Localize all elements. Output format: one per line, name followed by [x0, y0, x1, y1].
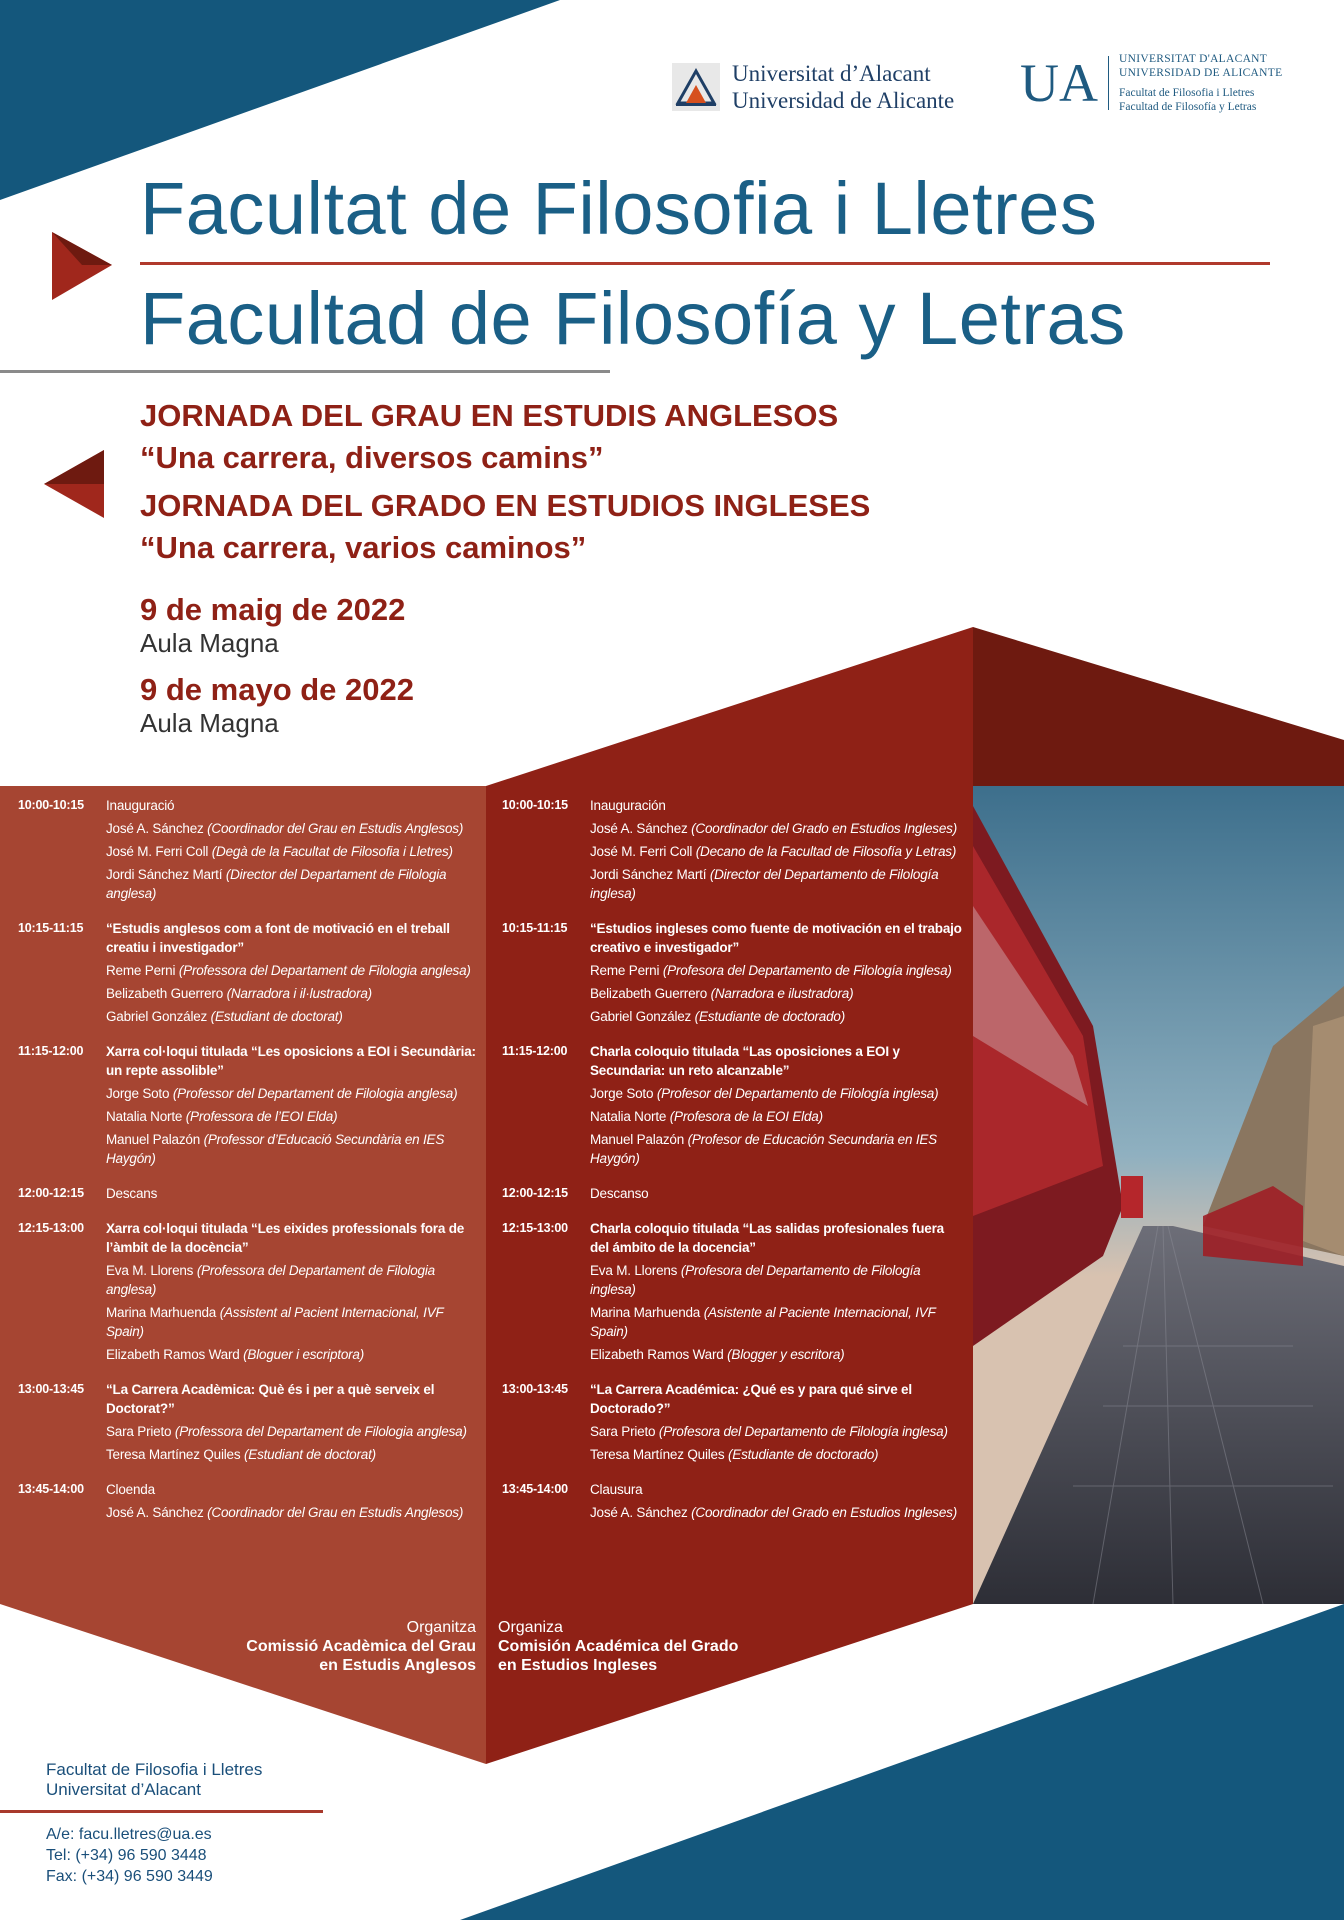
schedule-time: 10:15-11:15 [502, 921, 568, 935]
schedule-item [502, 1184, 962, 1203]
speaker [106, 1084, 478, 1103]
schedule-time: 13:45-14:00 [18, 1482, 84, 1496]
schedule-time: 11:15-12:00 [502, 1044, 568, 1058]
speaker-role: (Blogger y escritora) [727, 1347, 845, 1362]
speaker [590, 984, 962, 1003]
university-name-ca: Universitat d’Alacant [732, 61, 931, 86]
ua-faculty-es: Facultad de Filosofía y Letras [1119, 101, 1257, 113]
event-place-ca: Aula Magna [140, 628, 279, 658]
session-title: “La Carrera Acadèmica: Què és i per a què serveix el Doctorat?” [106, 1382, 435, 1416]
jornada-title-es: JORNADA DEL GRADO EN ESTUDIOS INGLESES [140, 488, 871, 523]
organizer-label-es: Organiza [498, 1619, 563, 1636]
schedule-time: 11:15-12:00 [18, 1044, 84, 1058]
speaker-role: (Profesor del Departamento de Filología inglesa) [656, 1086, 939, 1101]
speaker [590, 1107, 962, 1126]
schedule-item [18, 1380, 478, 1464]
schedule-item [18, 919, 478, 1026]
schedule-details [106, 1184, 478, 1203]
footer-faculty-block [46, 1760, 262, 1800]
speaker-name: Natalia Norte [106, 1109, 183, 1124]
schedule-item [502, 796, 962, 903]
speaker-role: (Coordinador del Grado en Estudios Ingleses) [691, 821, 957, 836]
schedule-item [502, 1380, 962, 1464]
schedule-item [18, 1184, 478, 1203]
speaker-name: Reme Perni [106, 963, 176, 978]
footer-fax: Fax: (+34) 96 590 3449 [46, 1868, 213, 1885]
speaker-name: Marina Marhuenda [106, 1305, 217, 1320]
speaker-role: (Profesora del Departamento de Filología inglesa) [658, 1424, 948, 1439]
schedule-details [106, 796, 478, 903]
schedule-details [106, 1380, 478, 1464]
speaker-name: Reme Perni [590, 963, 660, 978]
schedule-item [502, 919, 962, 1026]
speaker-role: (Professora de l’EOI Elda) [185, 1109, 338, 1124]
speaker-role: (Estudiant de doctorat) [243, 1447, 376, 1462]
speaker-role: (Estudiante de doctorado) [694, 1009, 846, 1024]
speaker [106, 1007, 478, 1026]
speaker-name: José A. Sánchez [106, 821, 204, 836]
speaker-name: Elizabeth Ramos Ward [590, 1347, 724, 1362]
speaker-name: Jordi Sánchez Martí [106, 867, 223, 882]
footer-tel: Tel: (+34) 96 590 3448 [46, 1847, 207, 1864]
speaker-role: (Professora del Departament de Filologia anglesa) [174, 1424, 467, 1439]
schedule-item [502, 1480, 962, 1522]
university-emblem-icon [672, 63, 720, 111]
speaker-role: (Narradora e ilustradora) [710, 986, 854, 1001]
session-title: “Estudis anglesos com a font de motivació en el treball creatiu i investigador” [106, 921, 450, 955]
ua-caps-es: UNIVERSIDAD DE ALICANTE [1119, 67, 1283, 79]
speaker [590, 1303, 962, 1341]
speaker-name: Jorge Soto [590, 1086, 654, 1101]
speaker [106, 1130, 478, 1168]
speaker-name: Jordi Sánchez Martí [590, 867, 707, 882]
schedule-time: 12:00-12:15 [18, 1186, 84, 1200]
schedule-details [590, 919, 962, 1026]
speaker-name: Marina Marhuenda [590, 1305, 701, 1320]
organizer-ca [176, 1618, 476, 1675]
faculty-title-es: Facultad de Filosofía y Letras [140, 277, 1126, 360]
speaker-role: (Profesor de Educación Secundaria en IES Haygón) [590, 1132, 937, 1166]
speaker-name: José M. Ferri Coll [106, 844, 209, 859]
speaker-name: Manuel Palazón [590, 1132, 685, 1147]
schedule-time: 10:00-10:15 [502, 798, 568, 812]
university-logo [672, 60, 954, 114]
ua-faculty-logo [1020, 52, 1282, 114]
schedule-details [590, 796, 962, 903]
schedule-time: 12:15-13:00 [18, 1221, 84, 1235]
schedule-item [502, 1042, 962, 1168]
speaker [106, 1445, 478, 1464]
speaker [590, 1007, 962, 1026]
footer-university: Universitat d’Alacant [46, 1780, 201, 1799]
speaker-name: Eva M. Llorens [106, 1263, 194, 1278]
schedule-es [502, 796, 962, 1538]
organizer-es [498, 1618, 818, 1675]
speaker [106, 961, 478, 980]
footer-email[interactable]: A/e: facu.lletres@ua.es [46, 1826, 212, 1843]
speaker [106, 984, 478, 1003]
speaker-name: José M. Ferri Coll [590, 844, 693, 859]
schedule-time: 13:45-14:00 [502, 1482, 568, 1496]
schedule-item [18, 1480, 478, 1522]
speaker [590, 1422, 962, 1441]
speaker-name: Natalia Norte [590, 1109, 667, 1124]
speaker-name: Teresa Martínez Quiles [590, 1447, 725, 1462]
footer-divider [0, 1810, 323, 1813]
session-title: Descans [106, 1186, 158, 1201]
speaker-role: (Assistent al Pacient Internacional, IVF Spain) [106, 1305, 444, 1339]
schedule-item [502, 1219, 962, 1364]
event-place-es: Aula Magna [140, 708, 279, 738]
footer-faculty: Facultat de Filosofia i Lletres [46, 1760, 263, 1779]
speaker-role: (Director del Departament de Filologia anglesa) [106, 867, 447, 901]
session-title: Xarra col·loqui titulada “Les eixides professionals fora de l’àmbit de la docència” [106, 1221, 465, 1255]
session-title: Charla coloquio titulada “Las oposiciones a EOI y Secundaria: un reto alcanzable” [590, 1044, 900, 1078]
speaker [106, 842, 478, 861]
ua-faculty-ca: Facultat de Filosofia i Lletres [1119, 87, 1255, 99]
speaker-role: (Professor del Departament de Filologia anglesa) [172, 1086, 458, 1101]
speaker-name: José A. Sánchez [590, 821, 688, 836]
session-title: Xarra col·loqui titulada “Les oposicions a EOI i Secundària: un repte assolible” [106, 1044, 476, 1078]
speaker-role: (Narradora i il·lustradora) [226, 986, 372, 1001]
organizer-label-ca: Organitza [406, 1619, 476, 1636]
speaker [106, 1345, 478, 1364]
organizer-name-ca-1: Comissió Acadèmica del Grau [246, 1638, 476, 1655]
speaker [590, 865, 962, 903]
speaker-role: (Profesora del Departamento de Filología inglesa) [662, 963, 952, 978]
right-band-top [973, 627, 1344, 786]
session-title: “La Carrera Académica: ¿Qué es y para qué sirve el Doctorado?” [590, 1382, 912, 1416]
street-photo [973, 786, 1344, 1604]
speaker-name: Gabriel González [590, 1009, 692, 1024]
speaker-name: José A. Sánchez [106, 1505, 204, 1520]
session-title: Descanso [590, 1186, 649, 1201]
speaker [106, 819, 478, 838]
schedule-time: 10:00-10:15 [18, 798, 84, 812]
speaker-role: (Estudiant de doctorat) [210, 1009, 343, 1024]
speaker-name: Belizabeth Guerrero [590, 986, 708, 1001]
speaker-role: (Professora del Departament de Filologia anglesa) [106, 1263, 435, 1297]
speaker-name: Gabriel González [106, 1009, 208, 1024]
speaker [590, 819, 962, 838]
speaker [590, 1345, 962, 1364]
speaker [106, 865, 478, 903]
schedule-item [18, 1219, 478, 1364]
schedule-details [106, 1219, 478, 1364]
speaker-role: (Profesora del Departamento de Filología inglesa) [590, 1263, 921, 1297]
faculty-title-ca: Facultat de Filosofia i Lletres [140, 167, 1098, 250]
session-title: Charla coloquio titulada “Las salidas profesionales fuera del ámbito de la docencia” [590, 1221, 944, 1255]
session-title: Clausura [590, 1482, 643, 1497]
ua-caps-ca: UNIVERSITAT D'ALACANT [1119, 53, 1268, 65]
title-divider [140, 262, 1270, 265]
speaker-name: Sara Prieto [106, 1424, 172, 1439]
speaker-role: (Bloguer i escriptora) [243, 1347, 365, 1362]
speaker-role: (Professora del Departament de Filologia anglesa) [178, 963, 471, 978]
footer-contact [46, 1824, 213, 1887]
session-title: Inauguració [106, 798, 175, 813]
speaker-name: Eva M. Llorens [590, 1263, 678, 1278]
arrow-right-icon [52, 232, 112, 300]
event-date-ca: 9 de maig de 2022 [140, 592, 406, 627]
speaker-role: (Asistente al Paciente Internacional, IVF Spain) [590, 1305, 936, 1339]
session-title: Cloenda [106, 1482, 155, 1497]
organizer-name-es-1: Comisión Académica del Grado [498, 1638, 739, 1655]
schedule-details [590, 1380, 962, 1464]
schedule-time: 10:15-11:15 [18, 921, 84, 935]
schedule-ca [18, 796, 478, 1538]
schedule-time: 12:00-12:15 [502, 1186, 568, 1200]
speaker-name: Manuel Palazón [106, 1132, 201, 1147]
schedule-item [18, 1042, 478, 1168]
speaker [590, 1084, 962, 1103]
university-name-es: Universidad de Alicante [732, 88, 955, 113]
speaker-name: Jorge Soto [106, 1086, 170, 1101]
speaker [590, 1445, 962, 1464]
speaker-role: (Degà de la Facultat de Filosofia i Lletres) [211, 844, 453, 859]
schedule-details [106, 919, 478, 1026]
grey-divider [0, 370, 610, 373]
schedule-details [590, 1480, 962, 1522]
schedule-time: 13:00-13:45 [18, 1382, 84, 1396]
speaker [590, 1130, 962, 1168]
schedule-details [590, 1042, 962, 1168]
speaker [106, 1503, 478, 1522]
session-title: “Estudios ingleses como fuente de motivación en el trabajo creativo e investigador” [590, 921, 962, 955]
speaker-role: (Coordinador del Grau en Estudis Anglesos) [207, 821, 464, 836]
session-title: Inauguración [590, 798, 666, 813]
organizer-name-es-2: en Estudios Ingleses [498, 1657, 658, 1674]
schedule-details [590, 1184, 962, 1203]
schedule-item [18, 796, 478, 903]
speaker-name: Sara Prieto [590, 1424, 656, 1439]
speaker-role: (Estudiante de doctorado) [727, 1447, 879, 1462]
speaker [590, 1261, 962, 1299]
speaker [590, 1503, 962, 1522]
motto-ca: “Una carrera, diversos camins” [140, 440, 604, 475]
speaker-role: (Coordinador del Grau en Estudis Anglesos) [207, 1505, 464, 1520]
speaker-name: José A. Sánchez [590, 1505, 688, 1520]
speaker-name: Teresa Martínez Quiles [106, 1447, 241, 1462]
speaker-name: Elizabeth Ramos Ward [106, 1347, 240, 1362]
speaker [590, 961, 962, 980]
organizer-name-ca-2: en Estudis Anglesos [319, 1657, 476, 1674]
speaker [590, 842, 962, 861]
speaker-role: (Decano de la Facultad de Filosofía y Letras) [695, 844, 957, 859]
speaker-role: (Coordinador del Grado en Estudios Ingleses) [691, 1505, 957, 1520]
event-date-es: 9 de mayo de 2022 [140, 672, 414, 707]
jornada-title-ca: JORNADA DEL GRAU EN ESTUDIS ANGLESOS [140, 398, 839, 433]
speaker [106, 1303, 478, 1341]
speaker-role: (Profesora de la EOI Elda) [669, 1109, 823, 1124]
speaker-role: (Professor d’Educació Secundària en IES Haygón) [106, 1132, 445, 1166]
schedule-time: 12:15-13:00 [502, 1221, 568, 1235]
schedule-details [106, 1042, 478, 1168]
schedule-time: 13:00-13:45 [502, 1382, 568, 1396]
speaker-role: (Director del Departamento de Filología inglesa) [590, 867, 939, 901]
speaker-name: Belizabeth Guerrero [106, 986, 224, 1001]
schedule-details [106, 1480, 478, 1522]
speaker [106, 1261, 478, 1299]
ua-mark: UA [1020, 56, 1109, 110]
speaker [106, 1422, 478, 1441]
schedule-details [590, 1219, 962, 1364]
speaker [106, 1107, 478, 1126]
motto-es: “Una carrera, varios caminos” [140, 530, 587, 565]
